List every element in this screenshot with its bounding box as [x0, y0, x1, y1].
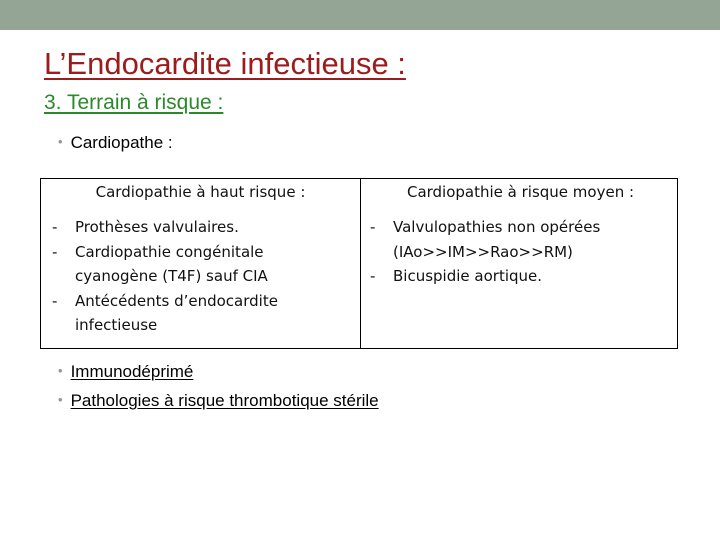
bullet-pathologies: [58, 391, 379, 411]
dash-icon: -: [370, 267, 376, 285]
bullet-cardiopathe: [58, 133, 173, 153]
list-item: - Prothèses valvulaires.: [75, 215, 345, 240]
bullet-dot-icon: •: [58, 134, 63, 149]
high-risk-list: [52, 215, 345, 338]
list-item: - Antécédents d’endocardite: [75, 289, 345, 314]
list-item: - Bicuspidie aortique.: [393, 264, 673, 289]
top-bar: [0, 0, 720, 30]
bullet-cardiopathe-text: Cardiopathe :: [70, 133, 173, 152]
list-item: - Valvulopathies non opérées: [393, 215, 673, 240]
bullet-pathologies-text: Pathologies à risque thrombotique stérile: [70, 391, 379, 410]
table-column-high-risk: [41, 179, 360, 348]
bullet-immunodeprime: [58, 362, 193, 382]
table-column-moderate-risk: [361, 179, 680, 348]
bullet-dot-icon: •: [58, 363, 63, 378]
list-item-continuation: cyanogène (T4F) sauf CIA: [75, 267, 268, 285]
slide-title: L’Endocardite infectieuse :: [44, 46, 406, 81]
bullet-immunodeprime-text: Immunodéprimé: [70, 362, 194, 381]
bullet-dot-icon: •: [58, 392, 63, 407]
list-item-continuation: (IAo>>IM>>Rao>>RM): [393, 242, 573, 261]
risk-table: [40, 178, 678, 349]
dash-icon: -: [370, 218, 376, 236]
dash-icon: -: [52, 218, 58, 236]
slide-subtitle: 3. Terrain à risque :: [44, 91, 224, 114]
list-item: - Cardiopathie congénitale: [75, 240, 345, 265]
moderate-risk-header: Cardiopathie à risque moyen :: [406, 183, 635, 201]
list-item-continuation: infectieuse: [75, 316, 158, 334]
dash-icon: -: [52, 242, 58, 261]
dash-icon: -: [52, 291, 58, 310]
moderate-risk-list: [370, 215, 673, 289]
high-risk-header: Cardiopathie à haut risque :: [95, 183, 306, 201]
